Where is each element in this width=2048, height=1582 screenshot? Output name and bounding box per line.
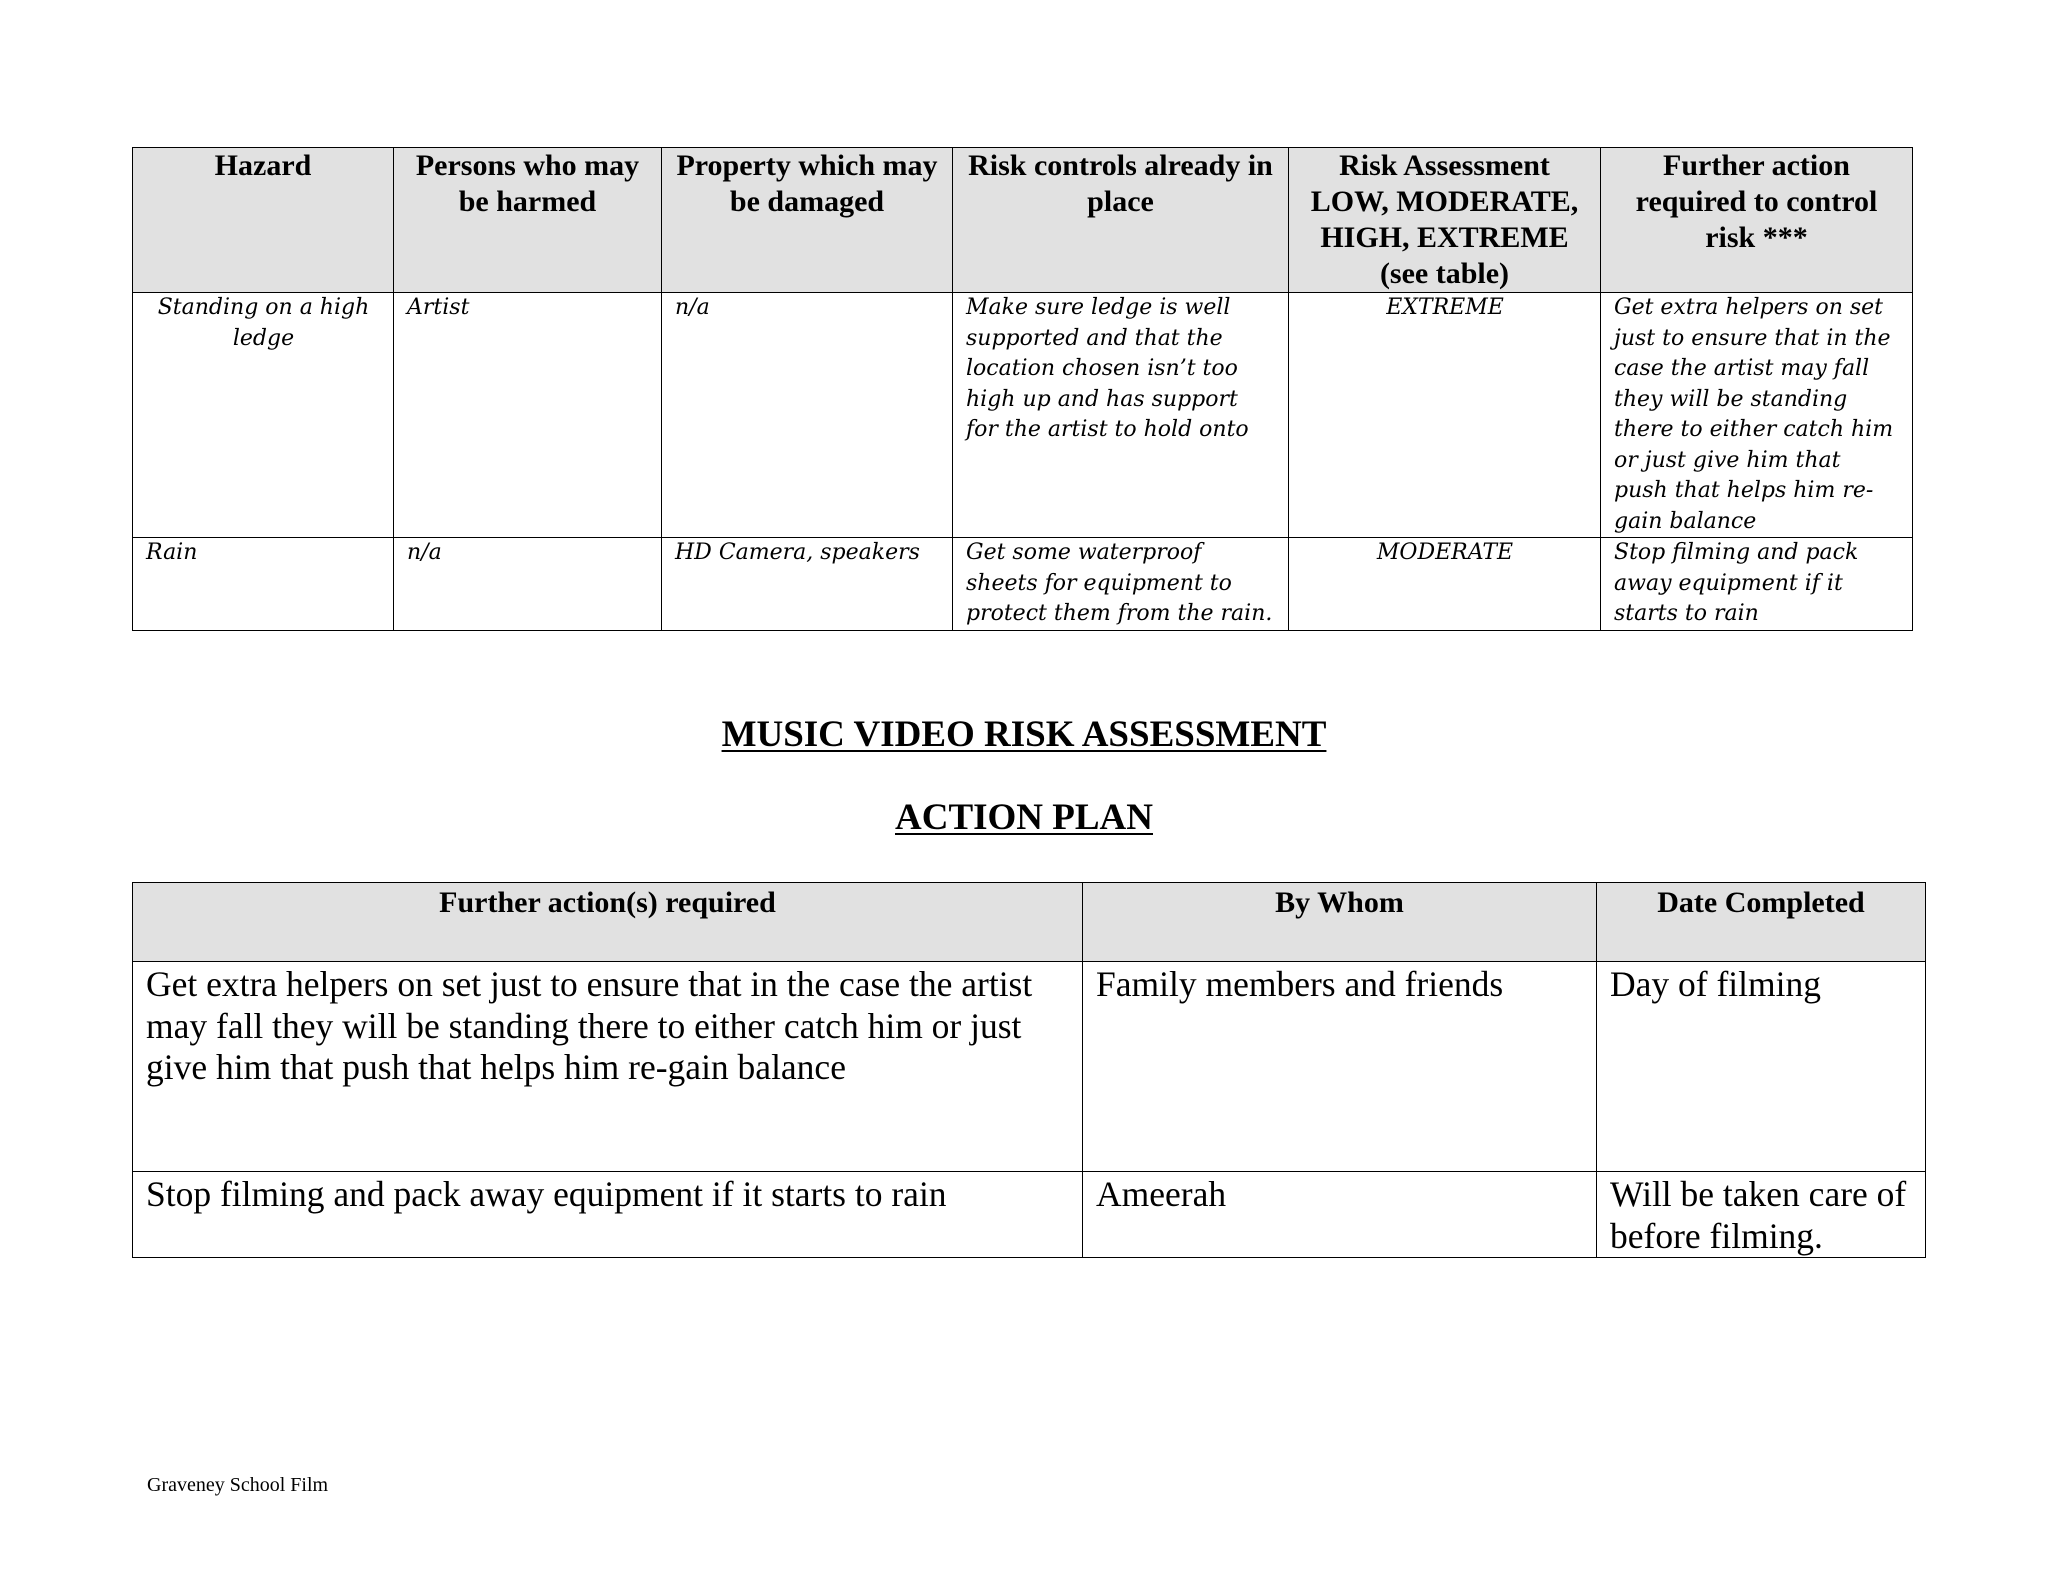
section-title: ACTION PLAN <box>895 797 1153 838</box>
by-whom-cell: Ameerah <box>1083 1172 1597 1258</box>
footer-text: Graveney School Film <box>147 1474 329 1496</box>
risk-level-cell: MODERATE <box>1289 538 1601 631</box>
date-completed-cell: Day of filming <box>1597 962 1926 1172</box>
table-row <box>133 962 1926 1172</box>
risk-level-cell: EXTREME <box>1289 293 1601 538</box>
controls-cell: Make sure ledge is well supported and that the location chosen isn’t too high up and has support for the artist to hold onto <box>953 293 1289 538</box>
header-date-completed: Date Completed <box>1597 883 1926 962</box>
persons-cell: Artist <box>394 293 662 538</box>
hazard-cell: Standing on a high ledge <box>133 293 394 538</box>
header-property-damaged: Property which may be damaged <box>662 148 953 293</box>
persons-cell: n/a <box>394 538 662 631</box>
risk-table-header-row <box>133 148 1913 293</box>
property-cell: HD Camera, speakers <box>662 538 953 631</box>
risk-assessment-table <box>132 147 1913 631</box>
action-plan-table <box>132 882 1926 1258</box>
hazard-cell: Rain <box>133 538 394 631</box>
action-cell: Stop filming and pack away equipment if it starts to rain <box>133 1172 1083 1258</box>
header-by-whom: By Whom <box>1083 883 1597 962</box>
header-further-actions: Further action(s) required <box>133 883 1083 962</box>
table-row <box>133 1172 1926 1258</box>
by-whom-cell: Family members and friends <box>1083 962 1597 1172</box>
controls-cell: Get some waterproof sheets for equipment to protect them from the rain. <box>953 538 1289 631</box>
further-action-cell: Get extra helpers on set just to ensure that in the case the artist may fall they will be standing there to either catch him or just give him that push that helps him re-gain balance <box>1601 293 1913 538</box>
table-row <box>133 538 1913 631</box>
header-persons-harmed: Persons who may be harmed <box>394 148 662 293</box>
further-action-cell: Stop filming and pack away equipment if it starts to rain <box>1601 538 1913 631</box>
header-hazard: Hazard <box>133 148 394 293</box>
action-table-header-row <box>133 883 1926 962</box>
table-row <box>133 293 1913 538</box>
header-risk-assessment: Risk Assessment LOW, MODERATE, HIGH, EXTREME (see table) <box>1289 148 1601 293</box>
property-cell: n/a <box>662 293 953 538</box>
header-further-action: Further action required to control risk *** <box>1601 148 1913 293</box>
page-title: MUSIC VIDEO RISK ASSESSMENT <box>721 714 1327 755</box>
header-risk-controls: Risk controls already in place <box>953 148 1289 293</box>
action-cell: Get extra helpers on set just to ensure that in the case the artist may fall they will be standing there to either catch him or just give him that push that helps him re-gain balance <box>133 962 1083 1172</box>
date-completed-cell: Will be taken care of before filming. <box>1597 1172 1926 1258</box>
